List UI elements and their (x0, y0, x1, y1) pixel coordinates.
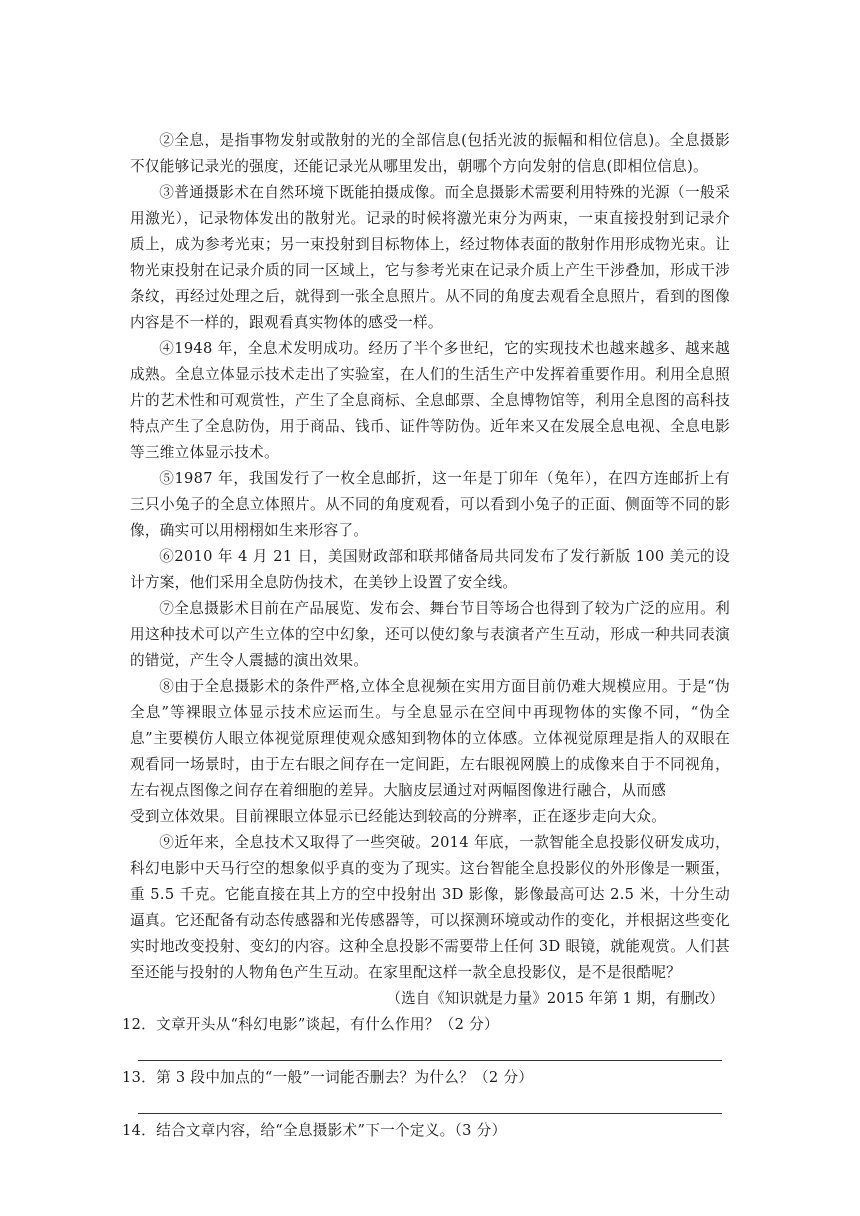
paragraph-4: ④1948 年，全息术发明成功。经历了半个多世纪，它的实现技术也越来越多、越来越成熟。全息立体显示技术走出了实验室，在人们的生活生产中发挥着重要作用。利用全息照片的艺术性和可观赏性，产生了全息商标、全息邮票、全息博物馆等，利用全息图的高科技特点产生了全息防伪，用于商品、钱币、证件等防伪。近年来又在发展全息电视、全息电影等三维立体显示技术。 (130, 340, 730, 461)
paragraph-6: ⑥2010 年 4 月 21 日，美国财政部和联邦储备局共同发布了发行新版 100 美元的设计方案，他们采用全息防伪技术，在美钞上设置了安全线。 (130, 548, 730, 591)
paragraph-5: ⑤1987 年，我国发行了一枚全息邮折，这一年是丁卯年（兔年），在四方连邮折上有三只小兔子的全息立体照片。从不同的角度观看，可以看到小兔子的正面、侧面等不同的影像，确实可以用栩栩如生来形容了。 (130, 470, 730, 539)
question-12: 12．文章开头从“科幻电影”谈起，有什么作用？（2 分） (122, 1016, 499, 1033)
question-14: 14．结合文章内容，给“全息摄影术”下一个定义。（3 分） (122, 1122, 507, 1139)
paragraph-2: ②全息，是指事物发射或散射的光的全部信息(包括光波的振幅和相位信息)。全息摄影不仅能够记录光的强度，还能记录光从哪里发出，朝哪个方向发射的信息(即相位信息)。 (130, 132, 730, 175)
paragraph-3: ③普通摄影术在自然环境下既能拍摄成像。而全息摄影术需要利用特殊的光源（一般采用激光），记录物体发出的散射光。记录的时候将激光束分为两束，一束直接投射到记录介质上，成为参考光束；另一束投射到目标物体上，经过物体表面的散射作用形成物光束。让物光束投射在记录介质的同一区域上，它与参考光束在记录介质上产生干涉叠加，形成干涉条纹，再经过处理之后，就得到一张全息照片。从不同的角度去观看全息照片，看到的图像内容是不一样的，跟观看真实物体的感受一样。 (130, 184, 730, 331)
source-citation: （选自《知识就是力量》2015 年第 1 期，有删改） (386, 990, 724, 1007)
paragraph-7: ⑦全息摄影术目前在产品展览、发布会、舞台节目等场合也得到了较为广泛的应用。利用这种技术可以产生立体的空中幻象，还可以使幻象与表演者产生互动，形成一种共同表演的错觉，产生令人震撼的演出效果。 (130, 600, 730, 669)
answer-line-12[interactable] (138, 1038, 722, 1061)
question-13: 13．第 3 段中加点的“一般”一词能否删去？为什么？（2 分） (122, 1069, 534, 1086)
paragraph-9: ⑨近年来，全息技术又取得了一些突破。2014 年底，一款智能全息投影仪研发成功，科幻电影中天马行空的想象似乎真的变为了现实。这台智能全息投影仪的外形像是一颗蛋，重 5.5 千克。它能直接在其上方的空中投射出 3D 影像，影像最高可达 2.5 米，十分生动逼真。它还配备有动态传感器和光传感器等，可以探测环境或动作的变化，并根据这些变化实时地改变投射、变幻的内容。这种全息投影不需要带上任何 3D 眼镜，就能观赏。人们甚至还能与投射的人物角色产生互动。在家里配这样一款全息投影仪，是不是很酷呢？ (130, 834, 730, 981)
paragraph-8: ⑧由于全息摄影术的条件严格,立体全息视频在实用方面目前仍难大规模应用。于是“伪全息”等裸眼立体显示技术应运而生。与全息显示在空间中再现物体的实像不同，“伪全息”主要模仿人眼立体视觉原理使观众感知到物体的立体感。立体视觉原理是指人的双眼在观看同一场景时，由于左右眼之间存在一定间距，左右眼视网膜上的成像来自于不同视角，左右视点图像之间存在着细胞的差异。大脑皮层通过对两幅图像进行融合，从而感 (130, 678, 730, 799)
paragraph-8-continued: 受到立体效果。目前裸眼立体显示已经能达到较高的分辨率，正在逐步走向大众。 (130, 808, 667, 825)
answer-line-13[interactable] (138, 1091, 722, 1114)
document-page (122, 128, 730, 1144)
